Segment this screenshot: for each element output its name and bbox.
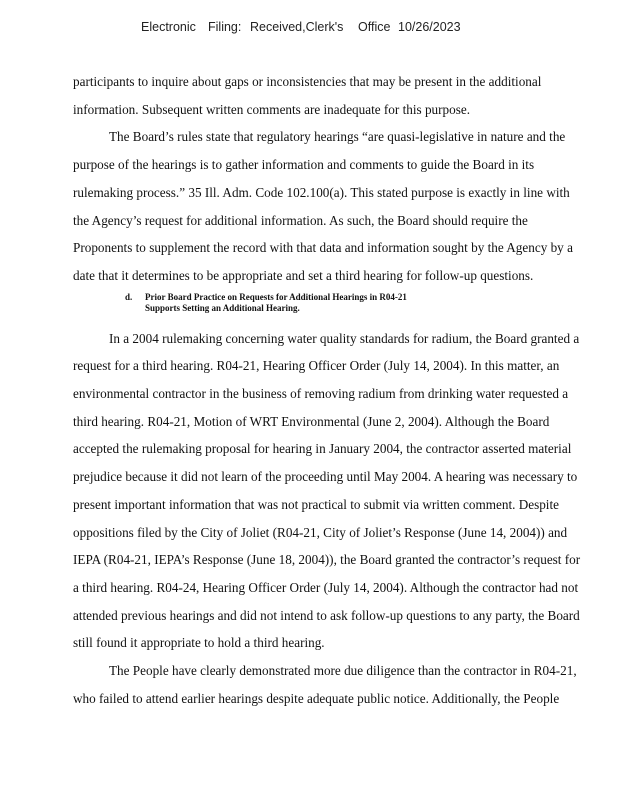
paragraph-people-diligence: The People have clearly demonstrated more due diligence than the contractor in R04-21, who failed to attend earlier hearings despite adequate public notice. Additionally, the People (73, 663, 577, 706)
stamp-received: Received,Clerk's (250, 20, 344, 34)
document-body (73, 68, 585, 712)
electronic-filing-stamp (0, 20, 618, 36)
section-heading (73, 290, 585, 325)
stamp-date: 10/26/2023 (398, 20, 461, 34)
stamp-filing: Filing: (208, 20, 242, 34)
paragraph-2004-rulemaking: In a 2004 rulemaking concerning water quality standards for radium, the Board granted a request for a third hearing. R04-21, Hearing Officer Order (July 14, 2004). In this matter, an environmental contractor in the business of removing radium from drinking water requested a third hearing. R04-21, Motion of WRT Environmental (June 2, 2004). Although the Board accepted the rulemaking proposal for hearing in January 2004, the contractor asserted material prejudice because it did not learn of the proceeding until May 2004. A hearing was necessary to present important information that was not practical to submit via written comment. Despite oppositions filed by the City of Joliet (R04-21, City of Joliet’s Response (June 14, 2004)) and IEPA (R04-21, IEPA’s Response (June 18, 2004)), the Board granted the contractor’s request for a third hearing. R04-24, Hearing Officer Order (July 14, 2004). Although the contractor had not attended previous hearings and did not intend to ask follow-up questions to any party, the Board still found it appropriate to hold a third hearing. (73, 330, 581, 651)
paragraph-continued: participants to inquire about gaps or inconsistencies that may be present in the additional information. Subsequent written comments are inadequate for this purpose. (73, 74, 542, 117)
stamp-office: Office (358, 20, 391, 34)
section-heading-letter: d. (125, 291, 133, 302)
section-heading-title: Prior Board Practice on Requests for Additional Hearings in R04-21 Supports Setting an Additional Hearing. (145, 291, 407, 313)
paragraph-board-rules: The Board’s rules state that regulatory hearings “are quasi-legislative in nature and the purpose of the hearings is to gather information and comments to guide the Board in its rulemaking process.” 35 Ill. Adm. Code 102.100(a). This stated purpose is exactly in line with the Agency’s request for additional information. As such, the Board should require the Proponents to supplement the record with that data and information sought by the Agency by a date that it determines to be appropriate and set a third hearing for follow-up questions. (73, 129, 573, 283)
stamp-label: Electronic (141, 20, 196, 34)
